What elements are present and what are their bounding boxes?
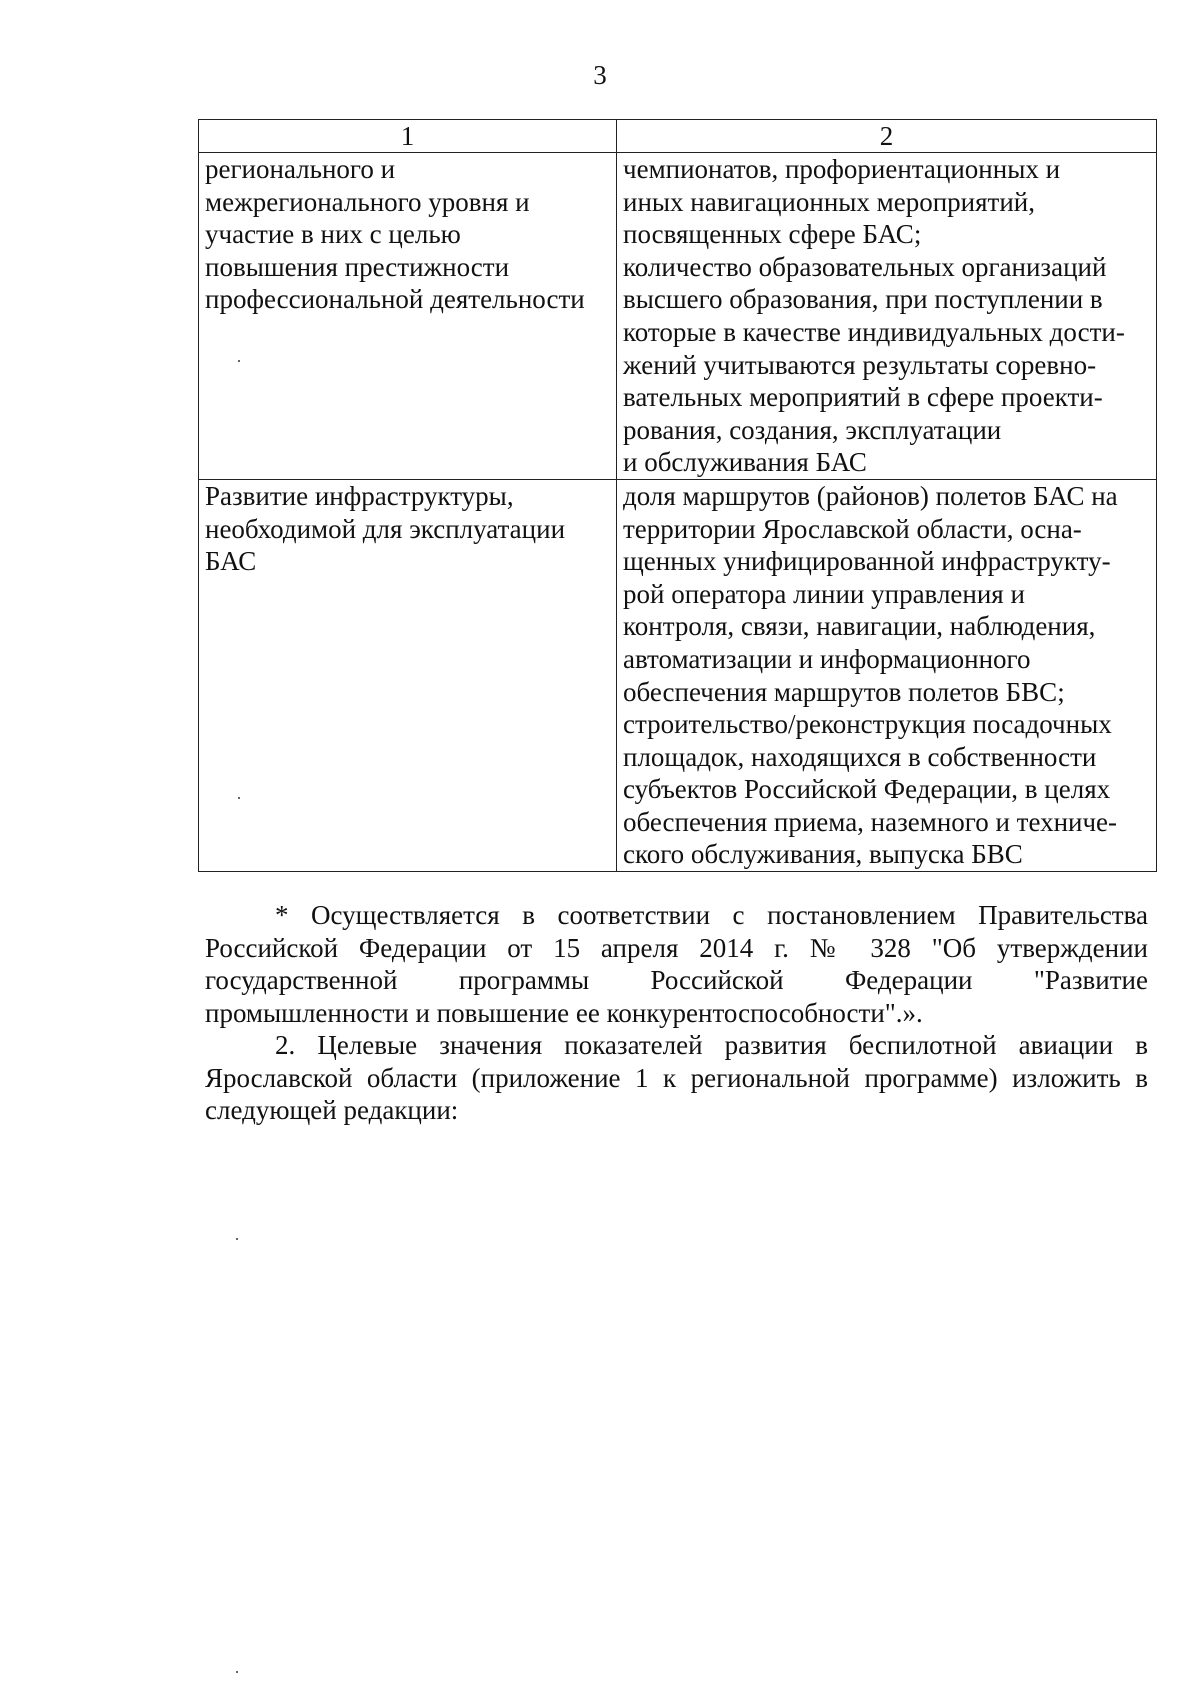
footnote-line: промышленности и повышение ее конкурентоспособности".». xyxy=(205,997,923,1028)
scan-speck xyxy=(238,360,240,362)
footnote-line: Российской Федерации от 15 апреля 2014 г. № 328 "Об утверждении xyxy=(205,932,1148,963)
cell-line: доля маршрутов (районов) полетов БАС на xyxy=(623,480,1118,511)
cell-line: строительство/реконструкция посадочных xyxy=(623,709,1112,740)
table-cell-indicators xyxy=(617,479,1157,871)
cell-line: которые в качестве индивидуальных дости- xyxy=(623,316,1125,347)
cell-line: высшего образования, при поступлении в xyxy=(623,284,1103,315)
table-cell-indicators xyxy=(617,153,1157,480)
cell-line: межрегионального уровня и xyxy=(205,186,530,217)
cell-line: жений учитываются результаты соревно- xyxy=(623,349,1097,380)
column-header-2: 2 xyxy=(617,120,1157,153)
page-number: 3 xyxy=(593,60,607,90)
footnote-line: * Осуществляется в соответствии с постановлением Правительства xyxy=(275,900,1148,930)
scan-speck xyxy=(236,1238,238,1240)
cell-line: чемпионатов, профориентационных и xyxy=(623,154,1061,184)
table-row xyxy=(199,479,1157,871)
cell-line: необходимой для эксплуатации xyxy=(205,513,566,544)
cell-line: рой оператора линии управления и xyxy=(623,578,1025,609)
cell-line: обеспечения приема, наземного и техниче- xyxy=(623,806,1118,837)
table-cell-direction xyxy=(199,153,617,480)
paragraph-2 xyxy=(205,1029,1148,1127)
cell-line: повышения престижности xyxy=(205,251,510,282)
scan-speck xyxy=(238,797,240,799)
cell-line: количество образовательных организаций xyxy=(623,251,1107,282)
paragraph-line: следующей редакции: xyxy=(205,1095,459,1125)
cell-line: ского обслуживания, выпуска БВС xyxy=(623,839,1023,870)
cell-line: субъектов Российской Федерации, в целях xyxy=(623,774,1111,805)
cell-line: рования, создания, эксплуатации xyxy=(623,414,1002,445)
table-header-row xyxy=(199,120,1157,153)
footnote-line: государственной программы Российской Федерации "Развитие xyxy=(205,965,1148,995)
cell-line: территории Ярославской области, осна- xyxy=(623,513,1082,544)
paragraph-line: 2. Целевые значения показателей развития беспилотной авиации в xyxy=(275,1030,1148,1060)
cell-line: Развитие инфраструктуры, xyxy=(205,480,514,511)
table-row xyxy=(199,153,1157,480)
cell-line: иных навигационных мероприятий, xyxy=(623,186,1036,217)
table-cell-direction xyxy=(199,479,617,871)
indicators-table xyxy=(198,119,1157,872)
cell-line: контроля, связи, навигации, наблюдения, xyxy=(623,611,1096,642)
cell-line: автоматизации и информационного xyxy=(623,643,1031,674)
cell-line: БАС xyxy=(205,546,257,577)
paragraph-line: Ярославской области (приложение 1 к региональной программе) изложить в xyxy=(205,1062,1148,1093)
footnote xyxy=(205,899,1148,1029)
column-header-1: 1 xyxy=(199,120,617,153)
cell-line: обеспечения маршрутов полетов БВС; xyxy=(623,676,1065,707)
cell-line: регионального и xyxy=(205,154,396,184)
cell-line: вательных мероприятий в сфере проекти- xyxy=(623,382,1103,413)
cell-line: посвященных сфере БАС; xyxy=(623,219,922,250)
cell-line: участие в них с целью xyxy=(205,219,461,250)
cell-line: и обслуживания БАС xyxy=(623,447,867,478)
scan-speck xyxy=(236,1671,238,1673)
cell-line: профессиональной деятельности xyxy=(205,284,585,315)
cell-line: площадок, находящихся в собственности xyxy=(623,741,1097,772)
cell-line: щенных унифицированной инфраструкту- xyxy=(623,546,1111,577)
